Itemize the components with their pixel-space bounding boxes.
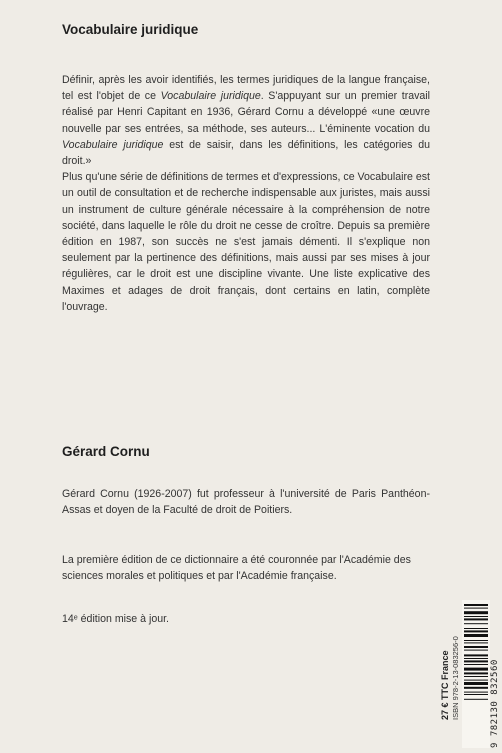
barcode-bar [464,668,488,671]
barcode-digits: 9 782130 832560 [490,659,500,748]
barcode-bar [464,650,488,651]
barcode-bar [464,640,488,641]
book-title: Vocabulaire juridique [62,22,199,37]
award-note: La première édition de ce dictionnaire a été couronnée par l'Académie des sciences morales et politiques et par l'Académie française. [62,554,411,583]
barcode-bar [464,699,488,700]
barcode-bar [464,654,488,656]
barcode-bar [464,692,488,693]
barcode-bar [464,676,488,677]
blurb-paragraph-2: Plus qu'une série de définitions de termes et d'expressions, ce Vocabulaire est un outil de consultation et de recherche indispensable aux juristes, mais aussi un instrument de culture générale nécessaire à la compréhension de notre société, dans laquelle le rôle du droit ne cesse de croître. Depuis sa première édition en 1987, son succès ne s'est jamais démenti. Il s'explique non seulement par la pertinence des définitions, mais aussi par ses mises à jour régulières, car le droit est une discipline vivante. Une liste explicative des Maximes et adages de droit français, dont certains en latin, complète l'ouvrage. [62,171,430,313]
barcode-bar [464,623,488,624]
barcode-bar [464,658,488,659]
barcode-bar [464,618,488,620]
isbn-label: ISBN 978-2-13-083256-0 [451,636,460,720]
author-name: Gérard Cornu [62,444,150,459]
price-label: 27 € TTC France [440,650,450,720]
barcode-bar [464,608,488,609]
barcode-bar [464,611,488,614]
barcode-bar [464,687,488,689]
barcode-bar [464,630,488,632]
barcode-bar [464,642,488,643]
barcode-bar [464,694,488,695]
barcode-bar [464,634,488,637]
blurb-paragraph-1: Définir, après les avoir identifiés, les termes juridiques de la langue française, tel est l'objet de ce Vocabulaire juridique. S'appuyant sur un premier travail réalisé par Henri Capitant en 1936, Gérard Cornu a développé «une œuvre nouvelle par ses entrées, sa méthode, ses auteurs... L'éminente vocation du Vocabulaire juridique est de saisir, dans les définitions, les catégories du droit.» [62,74,431,168]
description-blurb [62,72,430,315]
barcode-bar [464,616,488,617]
barcode-bar [464,660,488,662]
barcode-icon [462,600,490,748]
barcode-bar [464,646,488,648]
barcode-bar [464,604,488,606]
barcode-bar [464,682,488,685]
barcode-bar [464,628,488,629]
barcode-bar [464,672,488,674]
author-bio: Gérard Cornu (1926-2007) fut professeur à l'université de Paris Panthéon-Assas et doyen de la Faculté de droit de Poitiers. [62,488,430,517]
barcode-bar [464,680,488,681]
edition-note: 14ᵉ édition mise à jour. [62,613,169,625]
barcode-bar [464,664,488,665]
